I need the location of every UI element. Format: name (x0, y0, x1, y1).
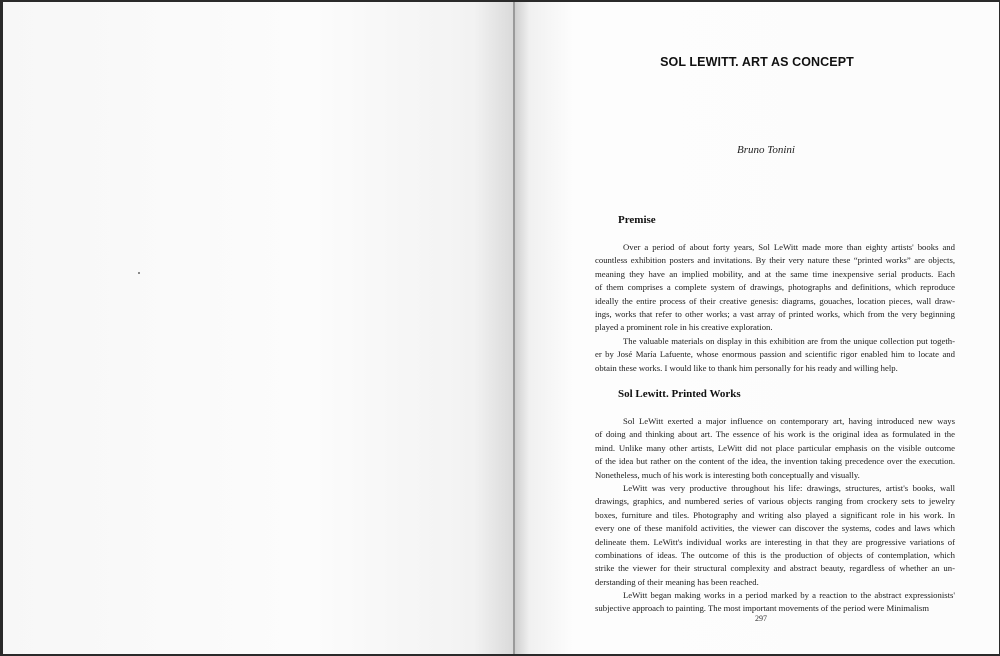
paragraph-premise-2 (595, 335, 955, 375)
text-line: Over a period of about forty years, Sol LeWitt made more than eighty artists' books and (623, 242, 955, 252)
text-line: drawings, graphics, and numbered series of various objects ranging from crockery sets to jewelry (595, 496, 955, 507)
text-line: ideally the entire process of their creative genesis: diagrams, gouaches, location pieces, wall draw- (595, 295, 955, 306)
paper-speck (138, 272, 140, 274)
section-heading-printed-works: Sol Lewitt. Printed Works (618, 388, 741, 400)
book-spread (3, 2, 999, 654)
text-line: derstanding of their meaning has been reached. (595, 576, 759, 587)
text-line: of doing and thinking about art. The essence of his work is the original idea as formulated in the (595, 429, 955, 440)
text-line: of the idea but rather on the content of the idea, the invention taking precedence over the execution. (595, 456, 955, 467)
text-line: meaning they have an implied mobility, and at the same time inexpensive serial products. Each (595, 268, 955, 279)
text-line: every one of these manifold activities, the viewer can discover the systems, codes and laws which (595, 523, 955, 534)
text-line: er by José María Lafuente, whose enormous passion and scientific rigor enabled him to locate and (595, 349, 955, 360)
text-line: subjective approach to painting. The most important movements of the period were Minimalism (595, 603, 929, 614)
text-line: LeWitt began making works in a period marked by a reaction to the abstract expressionists' (623, 590, 955, 600)
page-number: 297 (755, 614, 767, 623)
paragraph-printed-works-3 (595, 589, 955, 616)
text-line: of them comprises a complete system of drawings, photographs and definitions, which reproduce (595, 282, 955, 293)
text-line: obtain these works. I would like to thank him personally for his ready and willing help. (595, 362, 898, 373)
right-page (515, 2, 999, 654)
chapter-title: SOL LEWITT. ART AS CONCEPT (660, 55, 854, 69)
section-heading-premise: Premise (618, 214, 656, 226)
text-line: boxes, furniture and tiles. Photography and writing also played a significant role in his work. In (595, 509, 955, 520)
left-page-blank (3, 2, 515, 654)
text-line: delineate them. LeWitt's individual works are interesting in that they are progressive variations of (595, 536, 955, 547)
text-line: LeWitt was very productive throughout his life: drawings, structures, artist's books, wall (623, 483, 955, 493)
text-line: countless exhibition posters and invitations. By their very nature these “printed works” are objects, (595, 255, 955, 266)
paragraph-printed-works-1 (595, 415, 955, 482)
paragraph-premise-1 (595, 241, 955, 335)
paragraph-printed-works-2 (595, 482, 955, 589)
text-line: ings, works that refer to other works; a vast array of printed works, which from the very beginning (595, 309, 955, 320)
text-line: mind. Unlike many other artists, LeWitt did not place particular emphasis on the visible outcome (595, 442, 955, 453)
author-name: Bruno Tonini (737, 144, 795, 156)
text-line: Nonetheless, much of his work is interesting both conceptually and visually. (595, 469, 860, 480)
text-line: combinations of ideas. The outcome of this is the production of objects of contemplation, which (595, 550, 955, 561)
text-line: Sol LeWitt exerted a major influence on contemporary art, having introduced new ways (623, 416, 955, 426)
text-line: The valuable materials on display in this exhibition are from the unique collection put togeth- (623, 336, 955, 346)
text-line: played a prominent role in his creative exploration. (595, 322, 773, 333)
text-line: strike the viewer for their structural complexity and abstract beauty, regardless of whether an un- (595, 563, 955, 574)
